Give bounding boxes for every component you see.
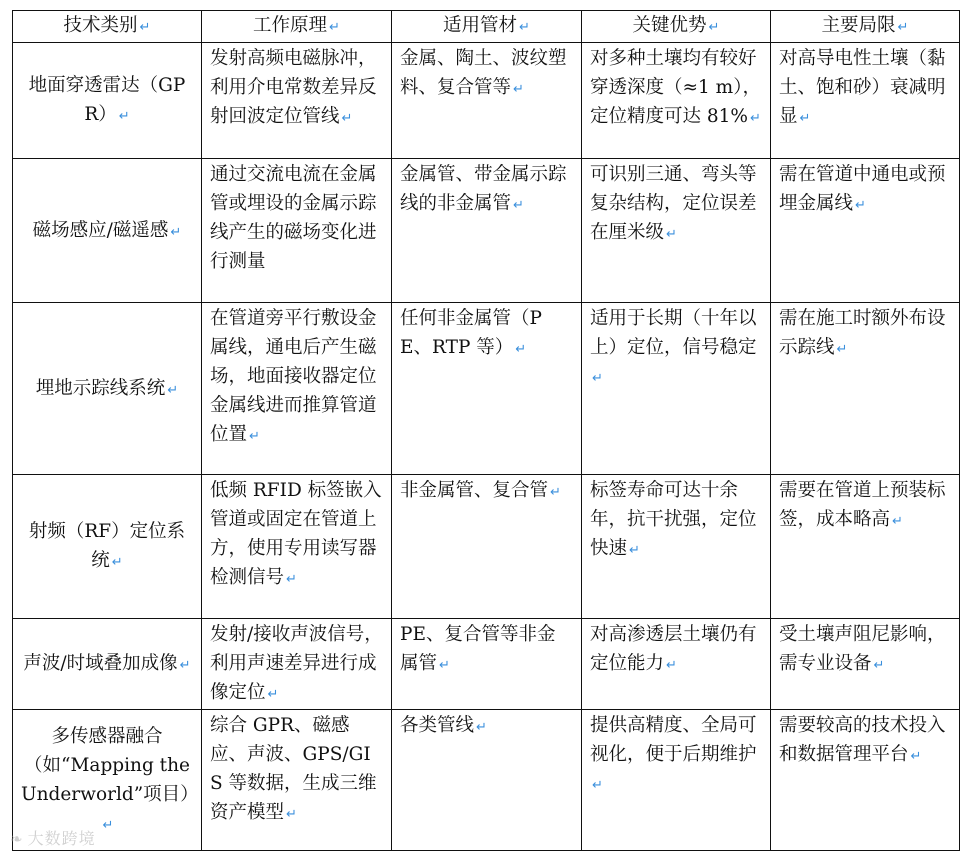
return-mark: ↵: [476, 720, 487, 735]
table-row: [13, 303, 960, 475]
cell-limit: 需要较高的技术投入和数据管理平台 ↵: [771, 710, 960, 851]
column-header-advantage: 关键优势 ↵: [582, 11, 771, 43]
table-row: [13, 710, 960, 851]
return-mark: ↵: [286, 572, 297, 587]
table-row: [13, 619, 960, 710]
cell-advantage: 对高渗透层土壤仍有定位能力 ↵: [582, 619, 771, 710]
column-header-material: 适用管材 ↵: [392, 11, 582, 43]
cell-tech: 射频（RF）定位系统 ↵: [13, 475, 202, 619]
cell-advantage: 适用于长期（十年以上）定位，信号稳定↵: [582, 303, 771, 475]
return-mark: ↵: [139, 20, 151, 35]
return-mark: ↵: [708, 20, 720, 35]
cell-limit: 需在管道中通电或预埋金属线 ↵: [771, 159, 960, 303]
return-mark: ↵: [629, 543, 640, 558]
cell-principle: 低频 RFID 标签嵌入管道或固定在管道上方，使用专用读写器检测信号 ↵: [202, 475, 392, 619]
return-mark: ↵: [836, 342, 848, 357]
cell-principle: 通过交流电流在金属管或埋设的金属示踪线产生的磁场变化进行测量: [202, 159, 392, 303]
cell-principle: 发射/接收声波信号，利用声速差异进行成像定位 ↵: [202, 619, 392, 710]
return-mark: ↵: [341, 111, 353, 126]
cell-material: 各类管线 ↵: [392, 710, 582, 851]
return-mark: ↵: [910, 749, 922, 764]
return-mark: ↵: [592, 778, 603, 793]
return-mark: ↵: [750, 111, 761, 126]
cell-material: 任何非金属管（PE、RTP 等） ↵: [392, 303, 582, 475]
cell-limit: 需要在管道上预装标签，成本略高 ↵: [771, 475, 960, 619]
return-mark: ↵: [167, 382, 179, 398]
return-mark: ↵: [513, 82, 524, 97]
cell-advantage: 提供高精度、全局可视化，便于后期维护↵: [582, 710, 771, 851]
return-mark: ↵: [267, 687, 279, 702]
return-mark: ↵: [892, 514, 903, 529]
return-mark: ↵: [179, 658, 191, 673]
comparison-table: [12, 10, 960, 851]
return-mark: ↵: [286, 807, 297, 822]
return-mark: ↵: [329, 20, 340, 35]
return-mark: ↵: [102, 817, 114, 833]
cell-principle: 发射高频电磁脉冲，利用介电常数差异反射回波定位管线 ↵: [202, 43, 392, 159]
column-header-tech: 技术类别 ↵: [13, 11, 202, 43]
cell-tech: 地面穿透雷达（GPR） ↵: [13, 43, 202, 159]
cell-tech: 磁场感应/磁遥感 ↵: [13, 159, 202, 303]
table-row: [13, 475, 960, 619]
column-header-limit: 主要局限 ↵: [771, 11, 960, 43]
cell-tech: 声波/时域叠加成像 ↵: [13, 619, 202, 710]
return-mark: ↵: [170, 224, 182, 240]
table-row: [13, 43, 960, 159]
cell-tech: 多传感器融合（如“Mapping the Underworld”项目）↵: [13, 710, 202, 851]
cell-limit: 对高导电性土壤（黏土、饱和砂）衰减明显 ↵: [771, 43, 960, 159]
cell-principle: 综合 GPR、磁感应、声波、GPS/GIS 等数据，生成三维资产模型 ↵: [202, 710, 392, 851]
table-row: [13, 159, 960, 303]
return-mark: ↵: [118, 109, 130, 124]
cell-principle: 在管道旁平行敷设金属线，通电后产生磁场，地面接收器定位金属线进而推算管道位置 ↵: [202, 303, 392, 475]
cell-tech: 埋地示踪线系统 ↵: [13, 303, 202, 475]
return-mark: ↵: [519, 20, 530, 35]
cell-limit: 受土壤声阻尼影响，需专业设备 ↵: [771, 619, 960, 710]
watermark: [10, 826, 96, 849]
return-mark: ↵: [897, 20, 909, 35]
return-mark: ↵: [855, 198, 866, 213]
watermark-text: 大数跨境: [27, 829, 96, 848]
cell-material: 金属、陶土、波纹塑料、复合管等 ↵: [392, 43, 582, 159]
return-mark: ↵: [513, 198, 524, 213]
return-mark: ↵: [439, 658, 450, 673]
return-mark: ↵: [666, 227, 677, 242]
cell-material: 金属管、带金属示踪线的非金属管 ↵: [392, 159, 582, 303]
weibo-icon: ❧: [10, 830, 24, 848]
return-mark: ↵: [799, 111, 811, 126]
cell-material: PE、复合管等非金属管 ↵: [392, 619, 582, 710]
return-mark: ↵: [873, 658, 885, 673]
return-mark: ↵: [515, 342, 527, 357]
return-mark: ↵: [592, 371, 603, 386]
return-mark: ↵: [249, 429, 260, 444]
cell-advantage: 对多种土壤均有较好穿透深度（≈1 m），定位精度可达 81% ↵: [582, 43, 771, 159]
cell-material: 非金属管、复合管 ↵: [392, 475, 582, 619]
return-mark: ↵: [111, 555, 123, 570]
table-header-row: [13, 11, 960, 43]
cell-limit: 需在施工时额外布设示踪线 ↵: [771, 303, 960, 475]
return-mark: ↵: [550, 485, 561, 500]
column-header-principle: 工作原理 ↵: [202, 11, 392, 43]
cell-advantage: 可识别三通、弯头等复杂结构，定位误差在厘米级 ↵: [582, 159, 771, 303]
return-mark: ↵: [666, 658, 677, 673]
cell-advantage: 标签寿命可达十余年，抗干扰强，定位快速 ↵: [582, 475, 771, 619]
